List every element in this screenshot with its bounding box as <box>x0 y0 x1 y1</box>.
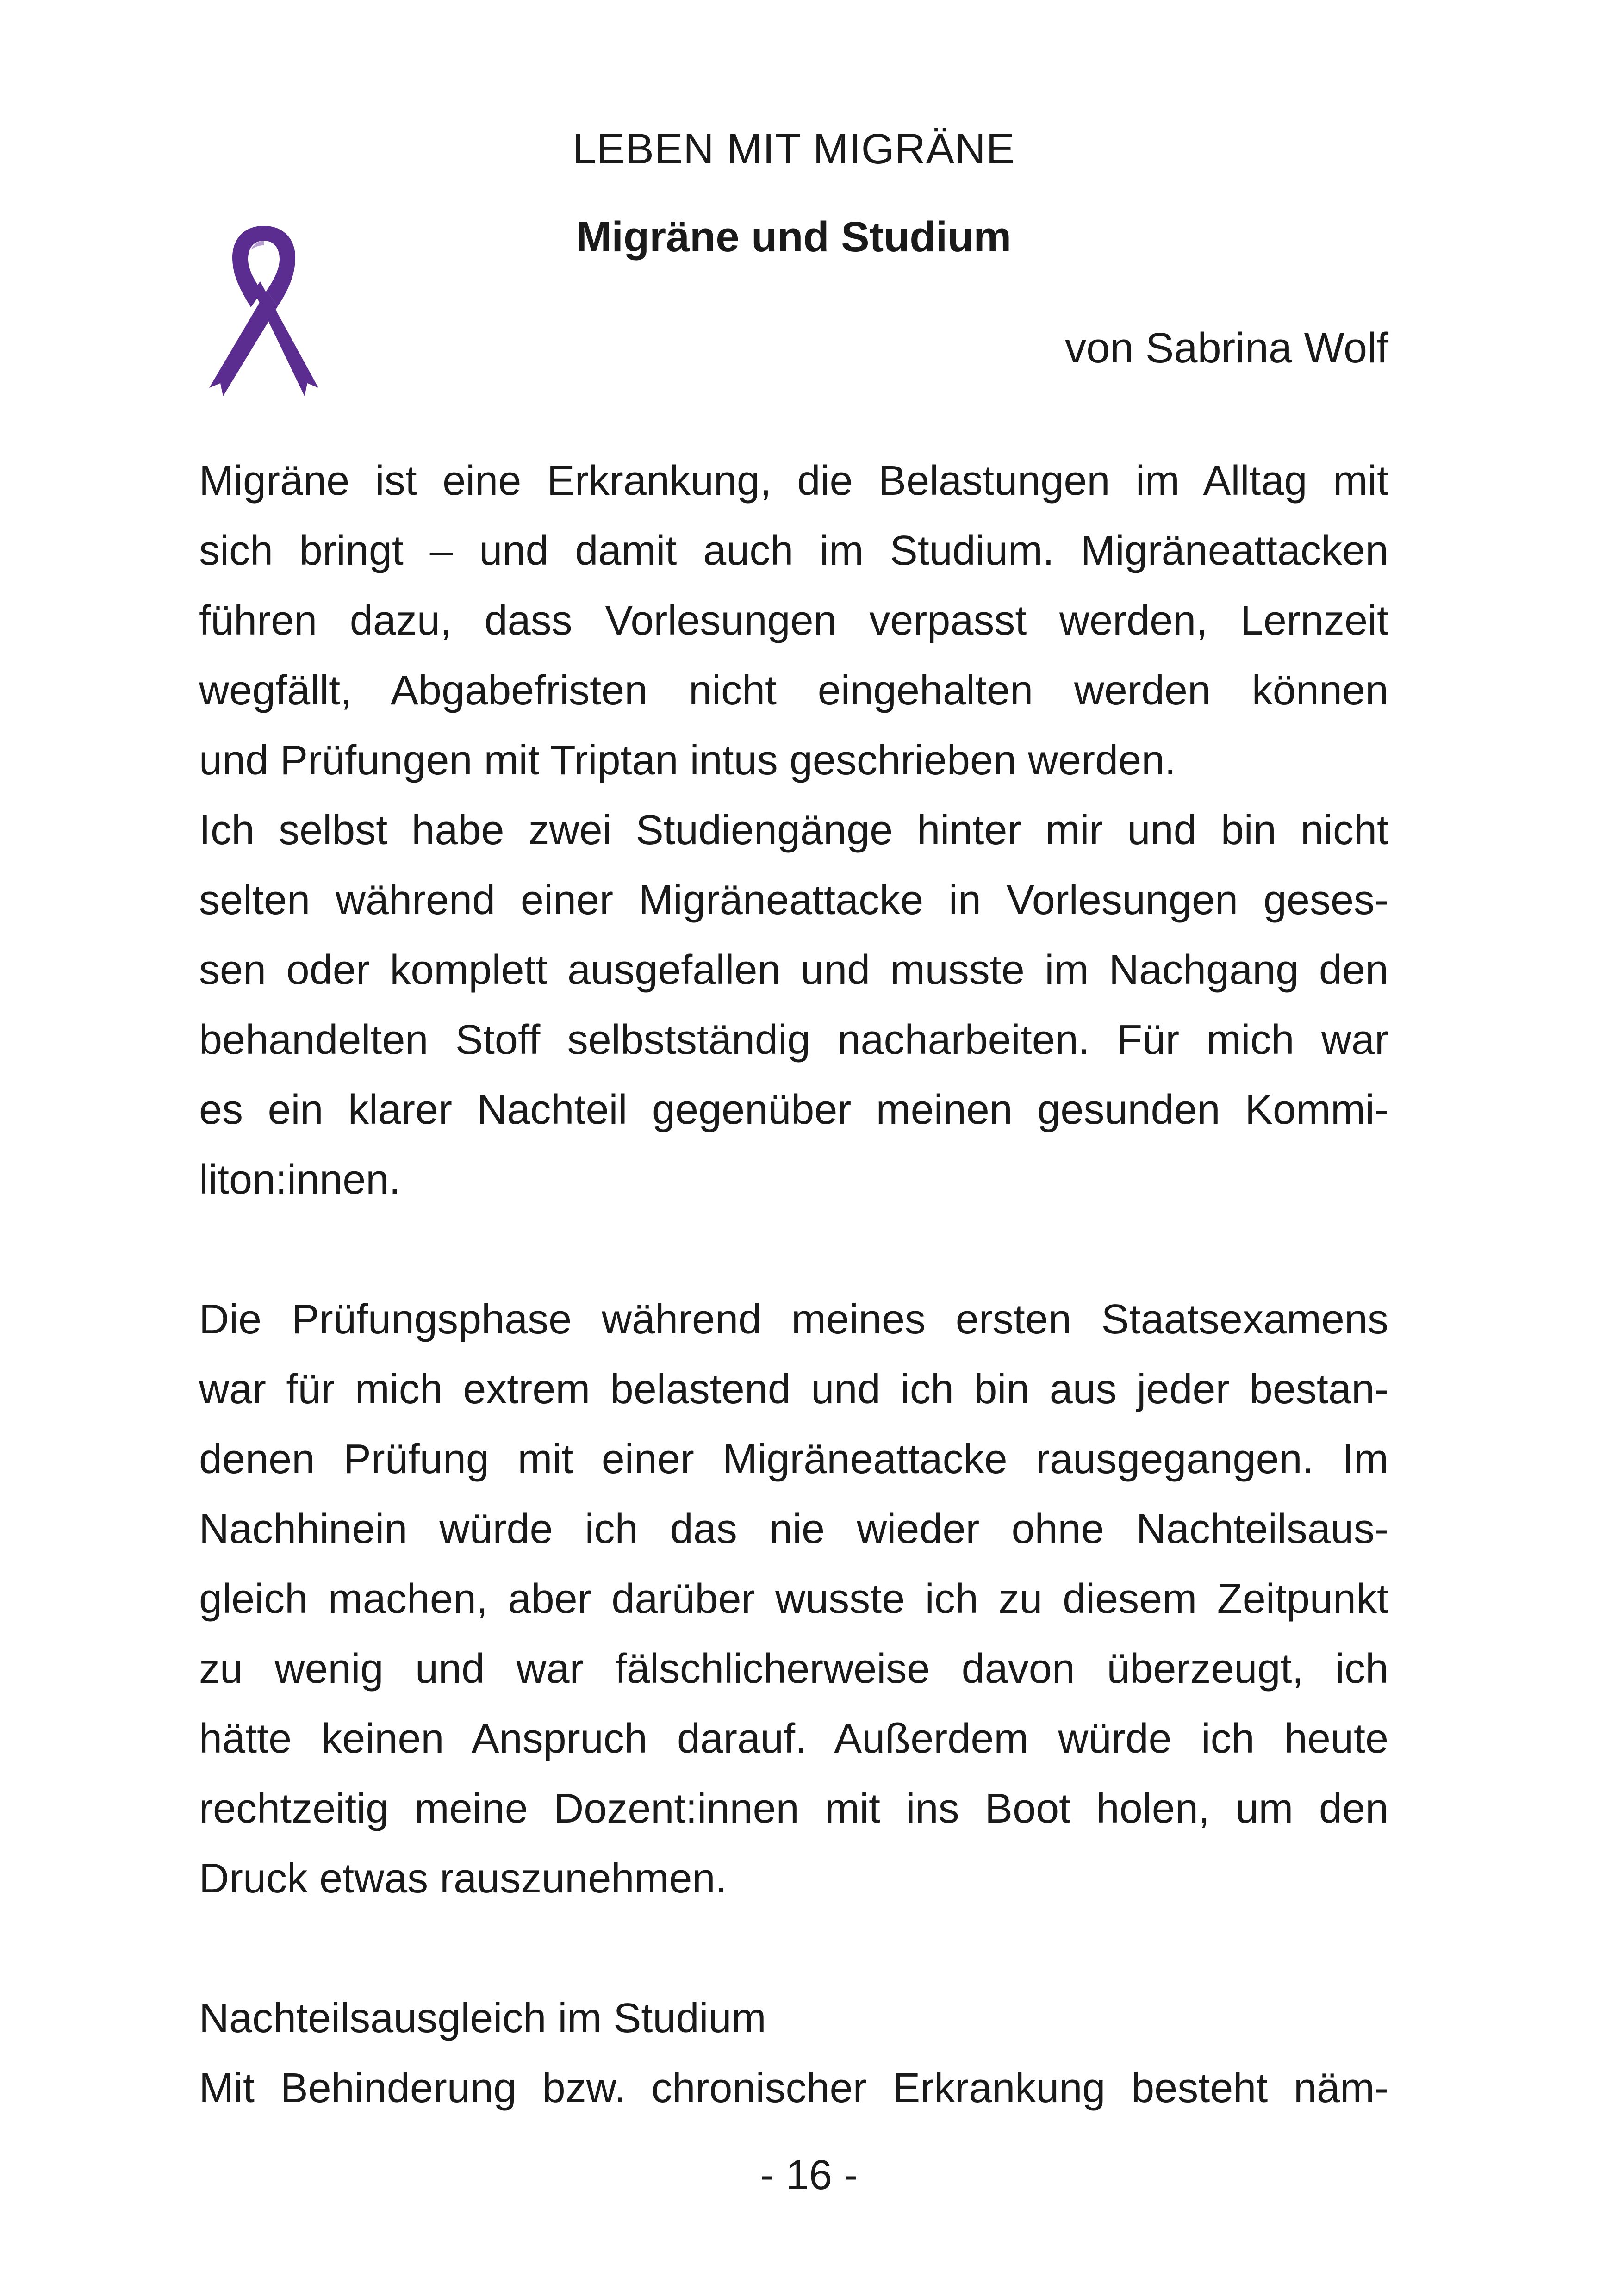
text-line: Die Prüfungsphase während meines ersten Staatsexamens <box>199 1296 1388 1343</box>
text-line: Nachhinein würde ich das nie wieder ohne Nachteilsaus- <box>199 1506 1388 1552</box>
ribbon-left-tail <box>209 291 278 396</box>
text-line: gleich machen, aber darüber wusste ich zu diesem Zeitpunkt <box>199 1576 1388 1622</box>
text-line: war für mich extrem belastend und ich bin aus jeder bestan- <box>199 1366 1388 1412</box>
article-body <box>199 446 1388 2123</box>
text-line: sich bringt – und damit auch im Studium. Migräneattacken <box>199 528 1388 574</box>
text-line: behandelten Stoff selbstständig nacharbeiten. Für mich war <box>199 1017 1388 1063</box>
text-line: es ein klarer Nachteil gegenüber meinen gesunden Kommi- <box>199 1087 1388 1133</box>
paragraph-3 <box>199 1285 1388 1914</box>
paragraph-2 <box>199 796 1388 1215</box>
paragraph-gap <box>199 1914 1388 1984</box>
text-line: selten während einer Migräneattacke in Vorlesungen geses- <box>199 877 1388 923</box>
text-line: Migräne ist eine Erkrankung, die Belastungen im Alltag mit <box>199 458 1388 504</box>
awareness-ribbon-icon <box>204 221 324 406</box>
page-title: Migräne und Studium <box>576 213 1012 261</box>
text-line: rechtzeitig meine Dozent:innen mit ins Boot holen, um den <box>199 1786 1388 1832</box>
page-kicker: LEBEN MIT MIGRÄNE <box>573 125 1015 173</box>
text-line: wegfällt, Abgabefristen nicht eingehalten werden können <box>199 667 1388 714</box>
page-number: - 16 - <box>760 2152 858 2198</box>
text-line: und Prüfungen mit Triptan intus geschrieben werden. <box>199 737 1176 784</box>
text-line: Druck etwas rauszunehmen. <box>199 1855 727 1902</box>
text-line: denen Prüfung mit einer Migräneattacke rausgegangen. Im <box>199 1436 1388 1482</box>
paragraph-gap <box>199 1215 1388 1285</box>
text-line: Ich selbst habe zwei Studiengänge hinter mir und bin nicht <box>199 807 1388 853</box>
paragraph-4 <box>199 1984 1388 2123</box>
text-line: liton:innen. <box>199 1157 401 1203</box>
text-line: hätte keinen Anspruch darauf. Außerdem würde ich heute <box>199 1716 1388 1762</box>
paragraph-1 <box>199 446 1388 796</box>
text-line: Mit Behinderung bzw. chronischer Erkrankung besteht näm- <box>199 2065 1388 2111</box>
text-line: sen oder komplett ausgefallen und musste im Nachgang den <box>199 947 1388 993</box>
section-heading: Nachteilsausgleich im Studium <box>199 1995 766 2041</box>
author-line: von Sabrina Wolf <box>1065 324 1388 372</box>
text-line: zu wenig und war fälschlicherweise davon überzeugt, ich <box>199 1646 1388 1692</box>
text-line: führen dazu, dass Vorlesungen verpasst werden, Lernzeit <box>199 597 1388 644</box>
